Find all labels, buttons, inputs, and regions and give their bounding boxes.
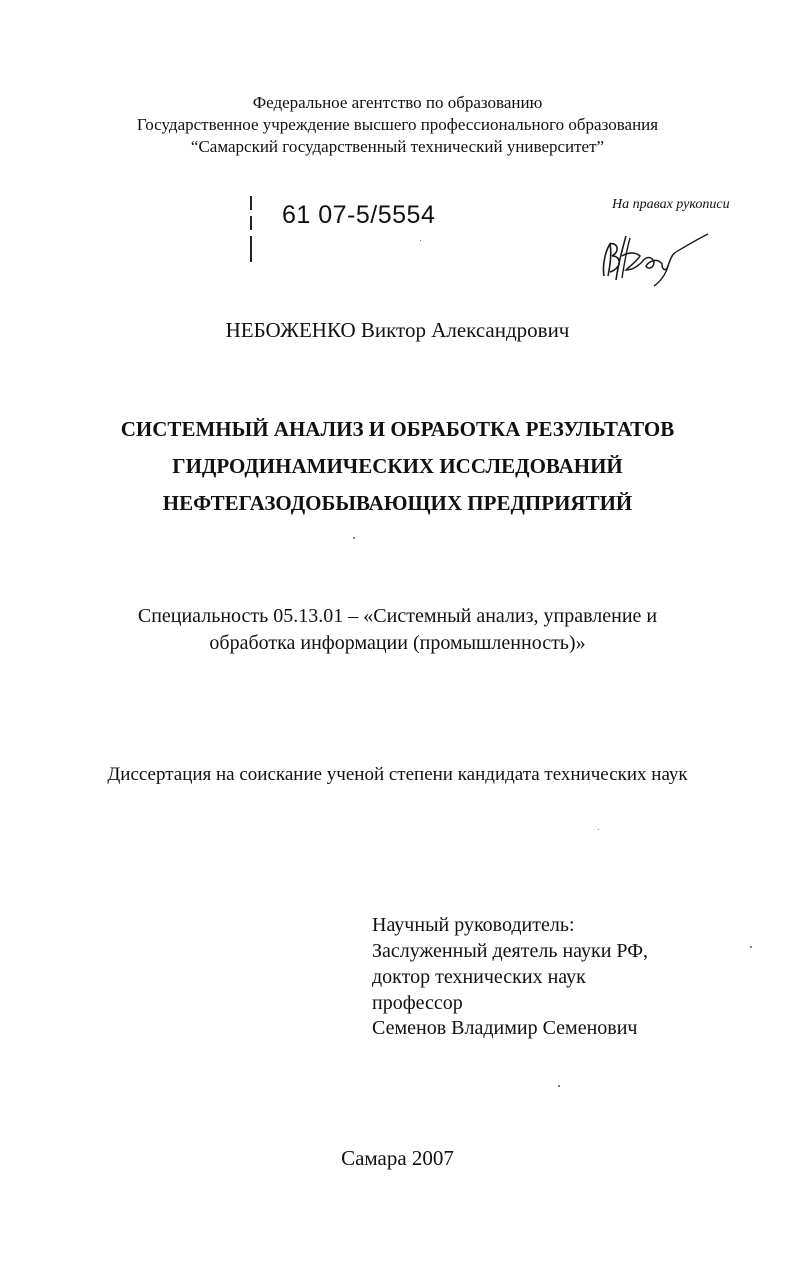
stamp-bracket	[250, 196, 252, 210]
advisor-heading: Научный руководитель:	[372, 914, 575, 936]
specialty-line-2: обработка информации (промышленность)»	[209, 632, 586, 654]
library-stamp-code: 61 07-5/5554	[282, 201, 436, 229]
scan-speck	[420, 240, 421, 241]
dissertation-degree: Диссертация на соискание ученой степени кандидата технических наук	[107, 764, 688, 785]
scan-speck	[353, 537, 355, 539]
advisor-name: Семенов Владимир Семенович	[372, 1017, 638, 1039]
university-name: “Самарский государственный технический университет”	[190, 137, 605, 156]
thesis-title-line-1: СИСТЕМНЫЙ АНАЛИЗ И ОБРАБОТКА РЕЗУЛЬТАТОВ	[120, 417, 675, 441]
scan-speck	[558, 1085, 560, 1087]
manuscript-rights-label: На правах рукописи	[612, 197, 730, 212]
stamp-bracket	[250, 236, 252, 262]
agency-name: Федеральное агентство по образованию	[252, 93, 543, 112]
specialty-line-1: Специальность 05.13.01 – «Системный анализ, управление и	[137, 605, 658, 627]
city-year: Самара 2007	[341, 1146, 454, 1170]
institution-type: Государственное учреждение высшего профессионального образования	[136, 115, 659, 134]
author-signature	[596, 226, 716, 288]
advisor-honor: Заслуженный деятель науки РФ,	[372, 940, 649, 962]
author-name: НЕБОЖЕНКО Виктор Александрович	[225, 318, 570, 342]
scan-speck	[750, 946, 752, 948]
thesis-title-line-3: НЕФТЕГАЗОДОБЫВАЮЩИХ ПРЕДПРИЯТИЙ	[162, 491, 633, 515]
thesis-title-line-2: ГИДРОДИНАМИЧЕСКИХ ИССЛЕДОВАНИЙ	[172, 454, 623, 478]
stamp-bracket	[250, 216, 252, 230]
advisor-degree: доктор технических наук	[372, 966, 586, 988]
scan-speck	[598, 829, 599, 830]
advisor-rank: профессор	[372, 992, 463, 1014]
